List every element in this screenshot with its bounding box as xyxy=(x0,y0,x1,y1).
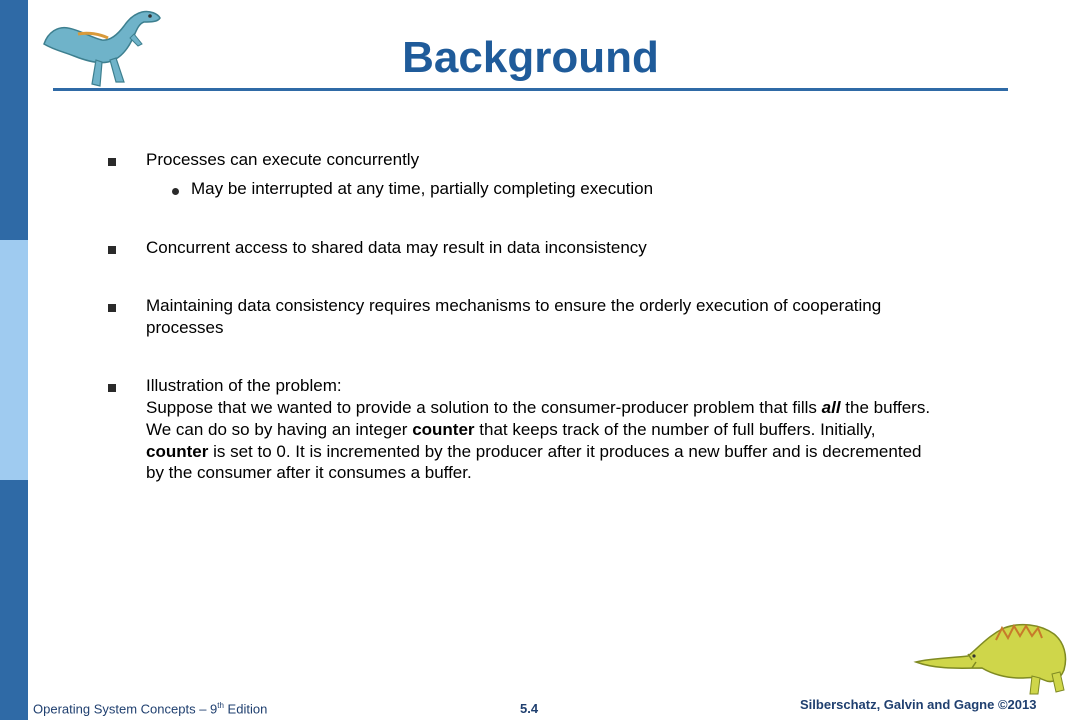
bullet-text: Concurrent access to shared data may result in data inconsistency xyxy=(146,238,647,257)
bullet-text-line1: Maintaining data consistency requires mechanisms to ensure the orderly execution of cooperating xyxy=(146,296,882,315)
bullet-text-line2: processes xyxy=(146,318,224,337)
bullet-marker xyxy=(108,157,116,169)
title-underline xyxy=(53,88,1008,91)
bullet-marker xyxy=(108,245,116,257)
keyword-counter: counter xyxy=(412,420,475,439)
bullet-text: Processes can execute concurrently xyxy=(146,150,420,169)
sidebar-dark-bottom xyxy=(0,480,28,720)
illustration-line3: We can do so by having an integer counter that keeps track of the number of full buffers. Initially, xyxy=(146,420,876,439)
illustration-line5: by the consumer after it consumes a buffer. xyxy=(146,463,472,482)
footer-page-number: 5.4 xyxy=(520,701,539,716)
bullet-marker xyxy=(108,383,116,395)
sidebar-stripe xyxy=(0,0,28,720)
footer-copyright: Silberschatz, Galvin and Gagne ©2013 xyxy=(800,697,1037,712)
illustration-line1: Illustration of the problem: xyxy=(146,376,342,395)
emphasis-all: all xyxy=(821,398,841,417)
illustration-line4: counter is set to 0. It is incremented by the producer after it produces a new buffer and is decremented xyxy=(146,442,922,461)
illustration-line2: Suppose that we wanted to provide a solution to the consumer-producer problem that fills all the buffers. xyxy=(146,398,931,417)
sub-bullet-text: May be interrupted at any time, partially completing execution xyxy=(191,179,654,198)
sub-bullet-marker xyxy=(172,186,179,198)
footer-book-title: Operating System Concepts – 9th Edition xyxy=(33,701,268,717)
keyword-counter: counter xyxy=(146,442,209,461)
sidebar-light-middle xyxy=(0,240,28,480)
dinosaur-bottom-icon xyxy=(912,618,1072,698)
sidebar-dark-top xyxy=(0,0,28,240)
bullet-marker xyxy=(108,303,116,315)
slide-title: Background xyxy=(402,33,659,82)
